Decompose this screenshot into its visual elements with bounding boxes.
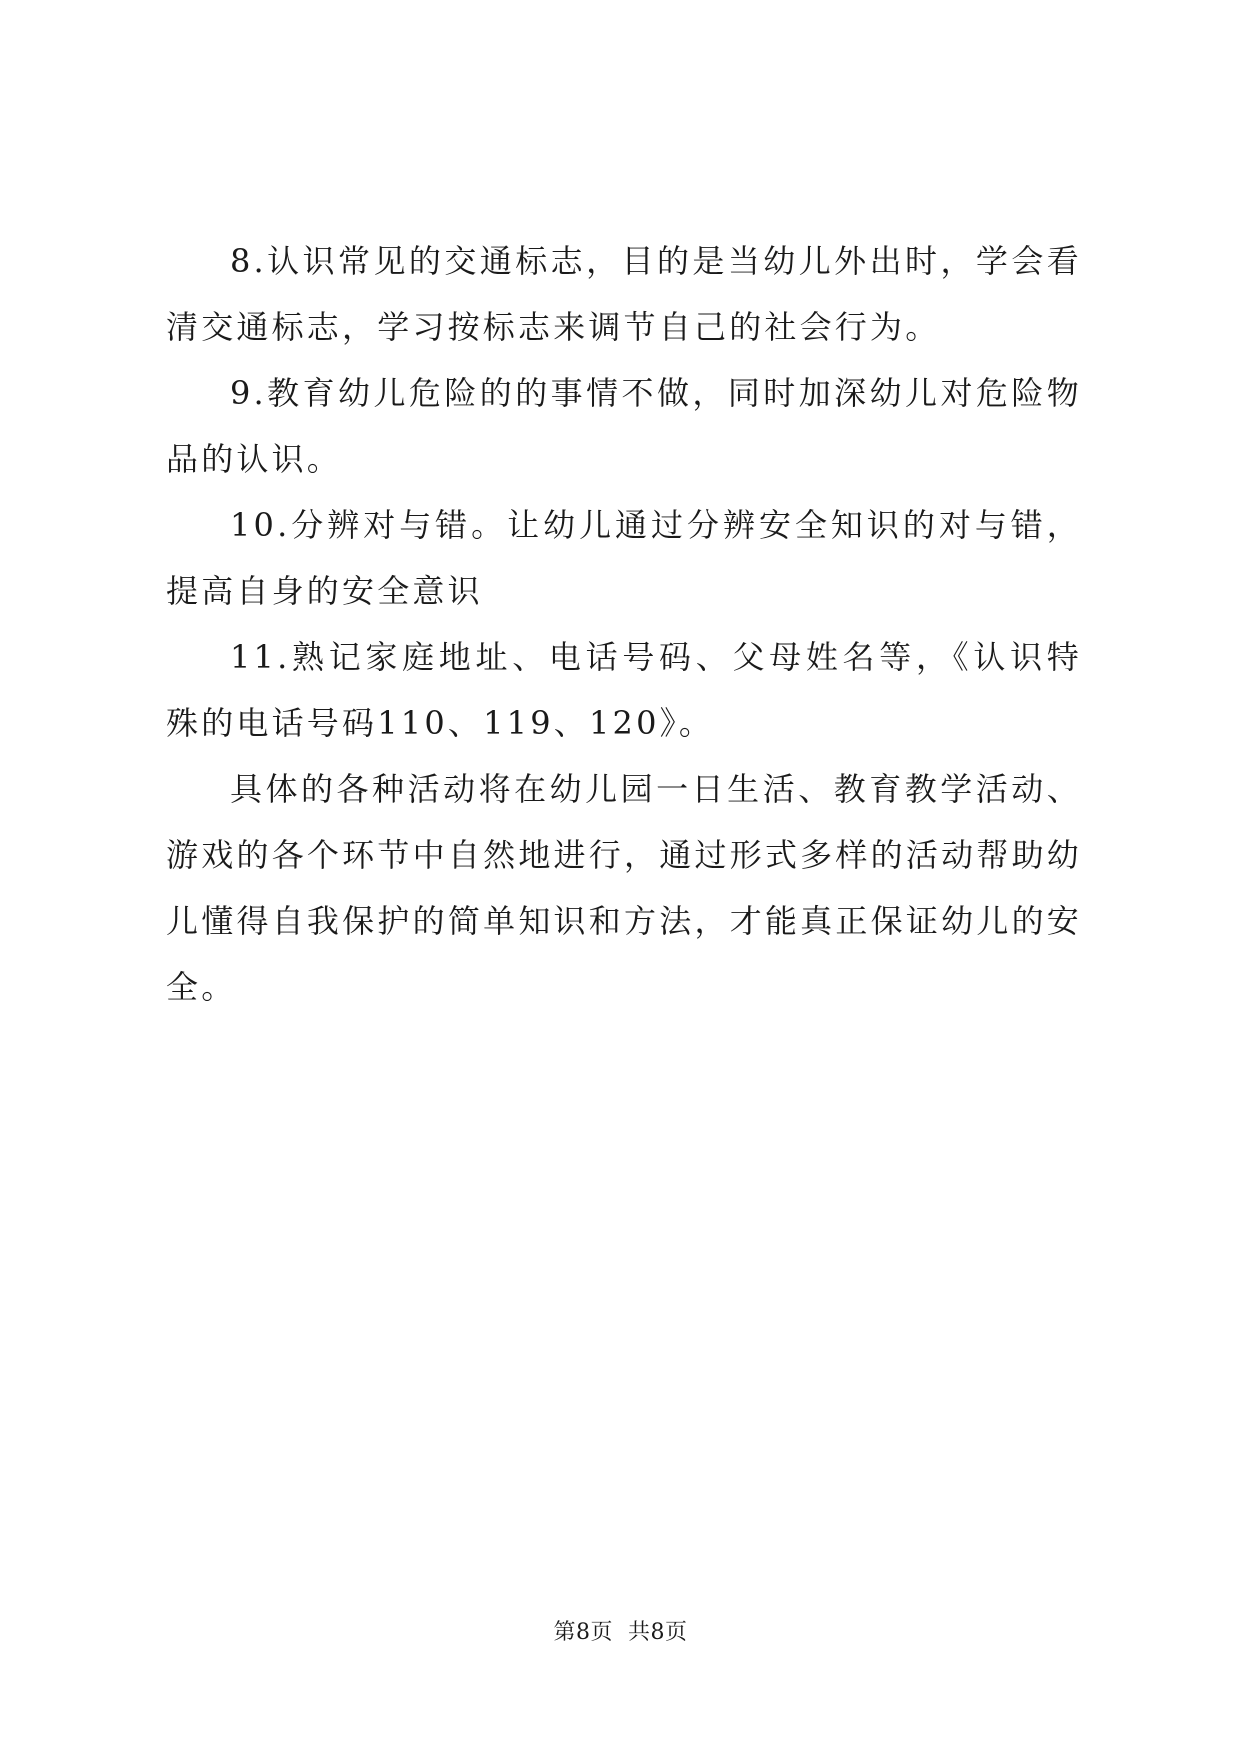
paragraph-item-10: 10.分辨对与错。让幼儿通过分辨安全知识的对与错，提高自身的安全意识 [166,506,1082,610]
page-footer [0,1618,1241,1648]
paragraph-item-11: 11.熟记家庭地址、电话号码、父母姓名等，《认识特殊的电话号码110、119、120》。 [166,638,1082,742]
paragraph-item-9: 9.教育幼儿危险的的事情不做，同时加深幼儿对危险物品的认识。 [166,374,1082,478]
paragraph-summary: 具体的各种活动将在幼儿园一日生活、教育教学活动、游戏的各个环节中自然地进行，通过形式多样的活动帮助幼儿懂得自我保护的简单知识和方法，才能真正保证幼儿的安全。 [166,770,1082,1006]
document-body [166,228,1082,1020]
page-number: 第8页 [553,1620,613,1645]
footer-separator [613,1620,628,1645]
page-total: 共8页 [628,1620,688,1645]
paragraph-item-8: 8.认识常见的交通标志，目的是当幼儿外出时，学会看清交通标志，学习按标志来调节自己的社会行为。 [166,242,1082,346]
